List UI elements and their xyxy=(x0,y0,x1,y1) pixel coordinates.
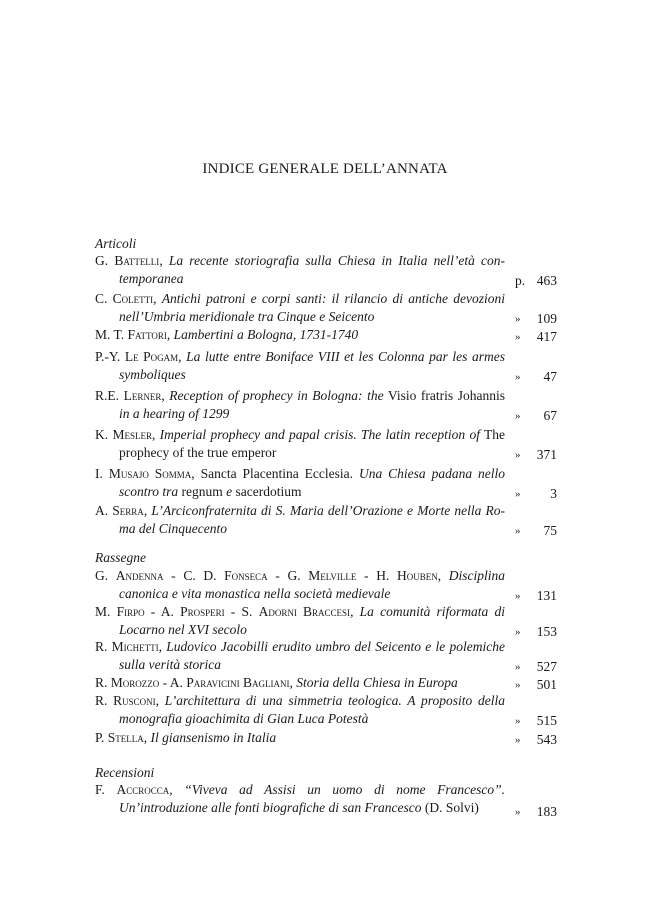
entry-line: C. Coletti, Antichi patroni e corpi santi: il rilancio di antiche devozioni xyxy=(95,291,505,306)
page-title: INDICE GENERALE DELL’ANNATA xyxy=(202,161,448,177)
entry-line: nell’Umbria meridionale tra Cinque e Seicento xyxy=(119,309,375,324)
entry-line: prophecy of the true emperor xyxy=(119,445,277,460)
entry-line: M. T. Fattori, Lambertini a Bologna, 1731-1740 xyxy=(95,327,359,342)
entry-line: F. Accrocca, “Viveva ad Assisi un uomo di nome Francesco”. xyxy=(95,782,505,797)
entry-line: G. Battelli, La recente storiografia sulla Chiesa in Italia nell’età con- xyxy=(95,253,506,268)
entry-line: P. Stella, Il giansenismo in Italia xyxy=(95,730,277,745)
entry-line: R. Morozzo - A. Paravicini Bagliani, Storia della Chiesa in Europa xyxy=(95,675,458,690)
entry-line: sulla verità storica xyxy=(119,657,221,672)
entry-line: M. Firpo - A. Prosperi - S. Adorni Braccesi, La comunità riformata di xyxy=(95,604,505,619)
entry-line: ma del Cinquecento xyxy=(119,521,227,536)
entry-line: R. Michetti, Ludovico Jacobilli erudito umbro del Seicento e le polemiche xyxy=(95,639,505,654)
entry-line: symboliques xyxy=(119,367,186,382)
entry-line: Locarno nel XVI secolo xyxy=(119,622,247,637)
entry-line: G. Andenna - C. D. Fonseca - G. Melville - H. Houben, Disciplina xyxy=(95,568,506,583)
entry-line: canonica e vita monastica nella società medievale xyxy=(119,586,391,601)
entry-line: monografia gioachimita di Gian Luca Potestà xyxy=(119,711,369,726)
section-label-recensioni: Recensioni xyxy=(95,765,155,780)
entry-line: K. Mesler, Imperial prophecy and papal crisis. The latin reception of The xyxy=(95,427,506,442)
section-label-articoli: Articoli xyxy=(95,236,137,251)
entry-line: scontro tra regnum e sacerdotium xyxy=(119,484,302,499)
section-label-rassegne: Rassegne xyxy=(95,550,146,565)
entry-line: P.-Y. Le Pogam, La lutte entre Boniface VIII et les Colonna par les armes xyxy=(95,349,505,364)
entry-line: I. Musajo Somma, Sancta Placentina Ecclesia. Una Chiesa padana nello xyxy=(95,466,506,481)
entry-line: temporanea xyxy=(119,271,184,286)
entry-line: A. Serra, L’Arciconfraternita di S. Maria dell’Orazione e Morte nella Ro- xyxy=(95,503,506,518)
entry-line: R. Rusconi, L’architettura di una simmetria teologica. A proposito della xyxy=(95,693,505,708)
entry-line: Un’introduzione alle fonti biografiche di san Francesco (D. Solvi) xyxy=(119,800,479,815)
entry-line: in a hearing of 1299 xyxy=(119,406,230,421)
entry-line: R.E. Lerner, Reception of prophecy in Bologna: the Visio fratris Johannis xyxy=(95,388,505,403)
index-page: INDICE GENERALE DELL’ANNATA Articoli G. Battelli, La recente storiografia sulla Chiesa in Italia nell’età con- temporanea p. 463 C. Coletti, Antichi patroni e corpi santi: il rilancio di antiche devozioni nell’Umbria meridionale tra Cinque e Seicento » 109 M. T. Fattori, Lambertini a Bologna, 1731-1740 » 417 P.-Y. Le Pogam, La lutte entre Boniface VIII et les Colonna par les armes symboliques » 47 R.E. Lerner, Reception of prophecy in Bologna: the Visio fratris Johannis in a hearing of 1299 » 67 K. Mesler, Imperial prophecy and papal crisis. The latin reception of The prophecy of the true emperor » 371 I. Musajo Somma, Sancta Placentina Ecclesia. Una Chiesa padana nello scontro tra regnum e sacerdotium » 3 A. Serra, L’Arciconfraternita di S. Maria dell’Orazione e Morte nella Ro- ma del Cinquecento » 75 Rassegne G. Andenna - C. D. Fonseca - G. Melville - H. Houben, Disciplina canonica e vita monastica nella società medievale » 131 M. Firpo - A. Prosperi - S. Adorni Braccesi, La comunità riformata di Locarno nel XVI secolo » 153 R. Michetti, Ludovico Jacobilli erudito umbro del Seicento e le polemiche sulla verità storica » 527 R. Morozzo - A. Paravicini Bagliani, Storia della Chiesa in Europa » 501 R. Rusconi, L’architettura di una simmetria teologica. A proposito della monografia gioachimita di Gian Luca Potestà » 515 P. Stella, Il giansenismo in Italia » 543 Recensioni F. Accrocca, “Viveva ad Assisi un uomo di nome Francesco”. Un’introduzione alle fonti biografiche di san Francesco (D. Solvi) » 183 xyxy=(0,0,650,909)
